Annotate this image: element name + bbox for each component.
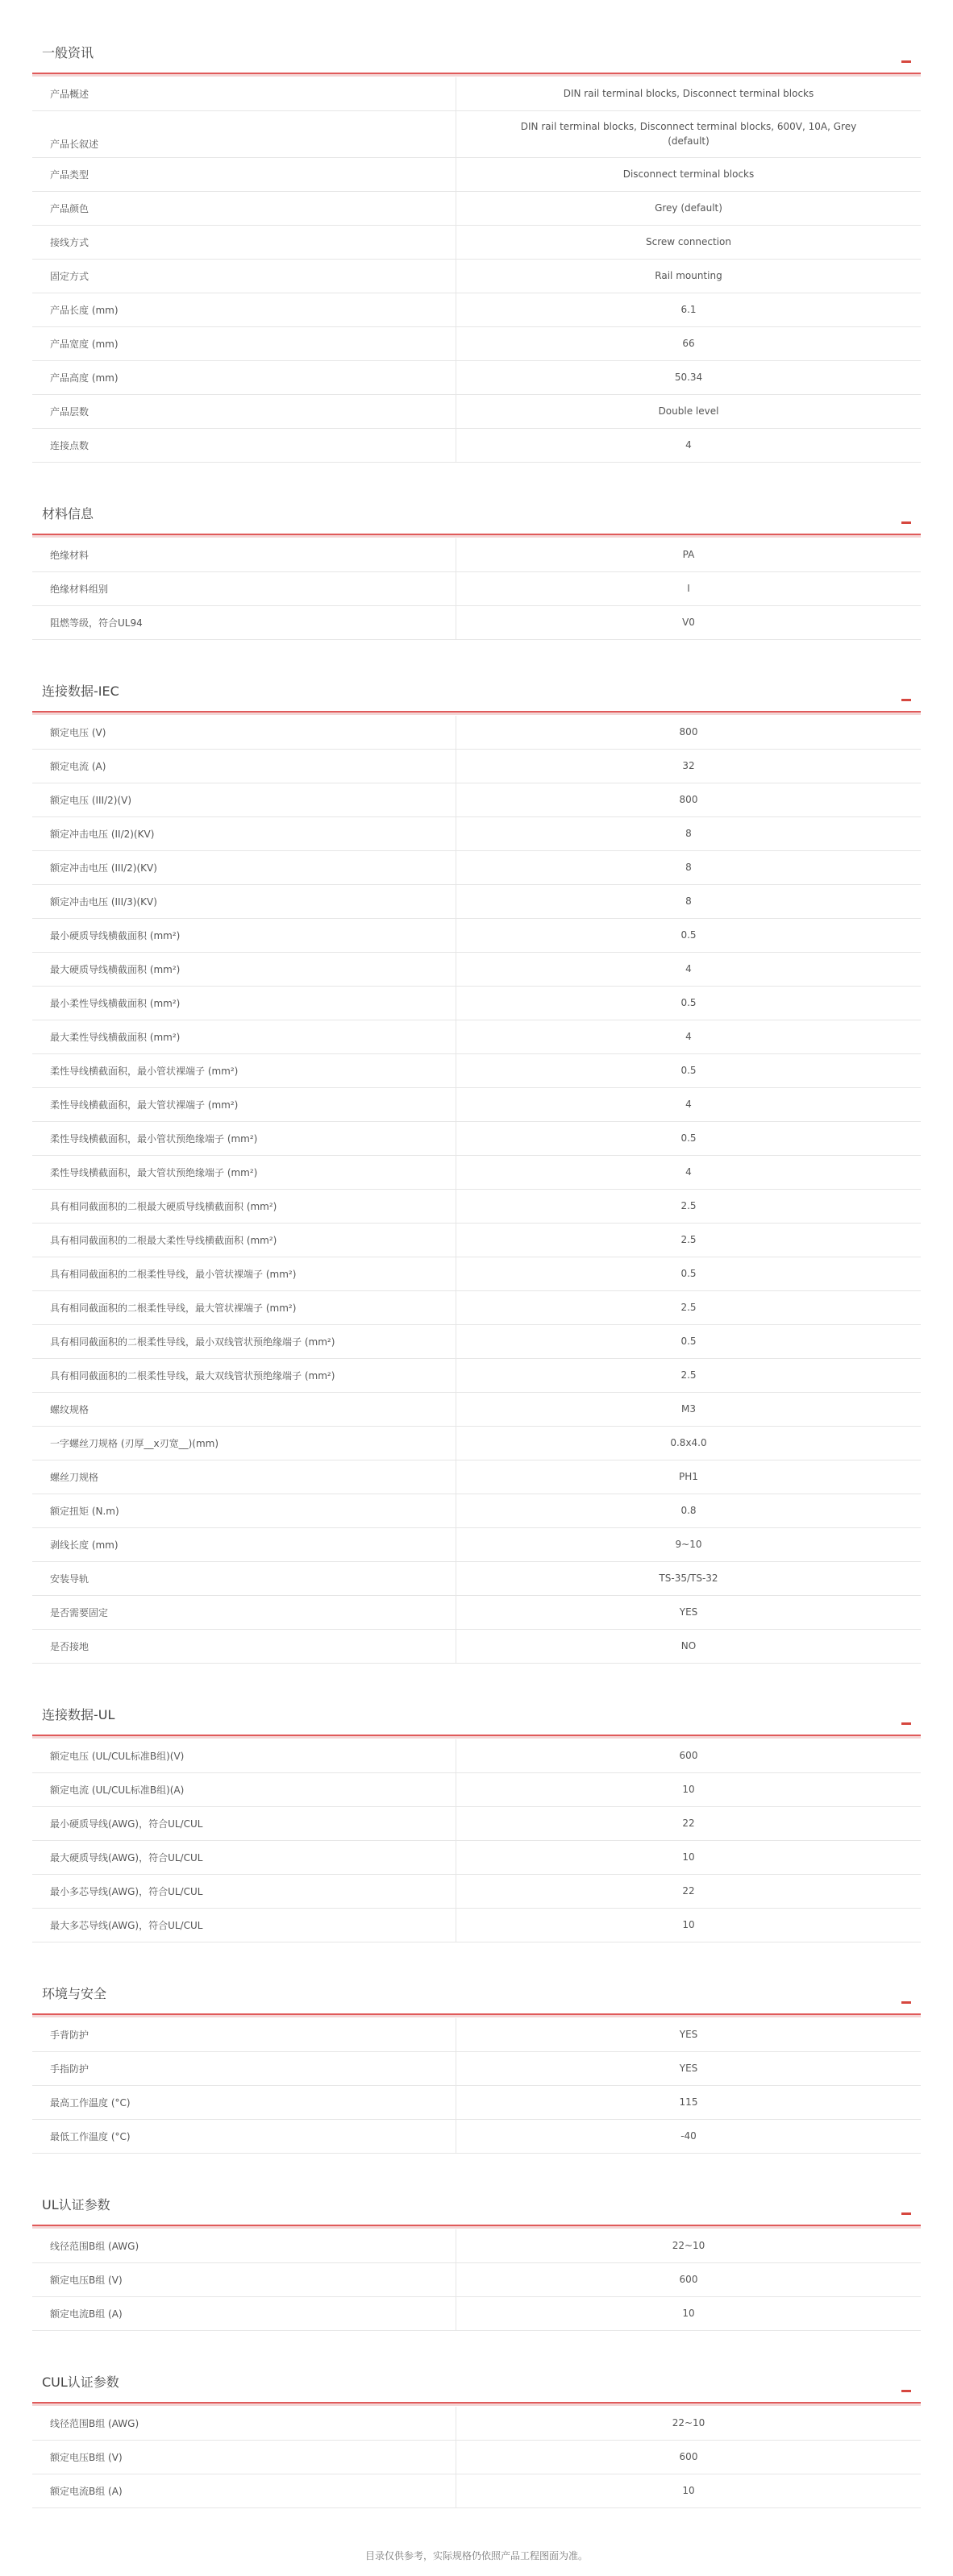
spec-label: 手背防护 [32, 2018, 456, 2051]
spec-row [32, 111, 921, 158]
spec-row [32, 1875, 921, 1909]
spec-value: 0.5 [680, 1132, 697, 1144]
spec-value: 32 [682, 759, 695, 771]
spec-label: 最大硬质导线(AWG)，符合UL/CUL [32, 1841, 456, 1874]
collapse-icon[interactable] [901, 2212, 911, 2215]
spec-row [32, 1528, 921, 1562]
spec-value: 2.5 [680, 1233, 697, 1245]
spec-value: PA [682, 548, 695, 560]
spec-row [32, 2263, 921, 2297]
spec-value: 8 [685, 861, 692, 873]
spec-label: 最小柔性导线横截面积 (mm²) [32, 987, 456, 1020]
spec-row [32, 1460, 921, 1494]
spec-table [32, 716, 921, 1664]
spec-row [32, 192, 921, 226]
spec-row [32, 2474, 921, 2508]
spec-label: 额定电流 (UL/CUL标准B组)(A) [32, 1773, 456, 1806]
spec-label: 额定冲击电压 (II/2)(KV) [32, 817, 456, 850]
spec-label: 最小硬质导线(AWG)，符合UL/CUL [32, 1807, 456, 1840]
spec-row [32, 361, 921, 395]
spec-value: 0.8 [680, 1504, 697, 1516]
spec-value: Double level [658, 405, 719, 417]
spec-value: 0.5 [680, 929, 697, 941]
spec-label: 产品颜色 [32, 192, 456, 225]
spec-value: -40 [680, 2129, 697, 2142]
section-title: 环境与安全 [42, 1986, 107, 2001]
collapse-icon[interactable] [901, 1722, 911, 1725]
spec-value: 4 [685, 1030, 692, 1042]
spec-row [32, 1909, 921, 1942]
spec-row [32, 817, 921, 851]
spec-label: 是否接地 [32, 1630, 456, 1663]
spec-row [32, 572, 921, 606]
spec-label: 连接点数 [32, 429, 456, 462]
spec-row [32, 77, 921, 111]
section-header[interactable] [32, 1970, 921, 2015]
spec-label: 柔性导线横截面积，最大管状裸端子 (mm²) [32, 1088, 456, 1121]
spec-label: 最大多芯导线(AWG)，符合UL/CUL [32, 1909, 456, 1942]
spec-label: 线径范围B组 (AWG) [32, 2229, 456, 2262]
spec-section [32, 1691, 921, 1942]
spec-row [32, 1257, 921, 1291]
spec-section [32, 667, 921, 1664]
spec-row [32, 226, 921, 260]
spec-label: 具有相同截面积的二根最大柔性导线横截面积 (mm²) [32, 1224, 456, 1257]
spec-value: 0.5 [680, 1267, 697, 1279]
section-header[interactable] [32, 1691, 921, 1736]
spec-section [32, 29, 921, 463]
spec-value: 10 [682, 2484, 695, 2496]
spec-row [32, 953, 921, 987]
spec-value: 6.1 [680, 303, 697, 315]
spec-label: 具有相同截面积的二根柔性导线，最大双线管状预绝缘端子 (mm²) [32, 1359, 456, 1392]
footer-note: 目录仅供参考，实际规格仍依照产品工程图面为准。 [364, 2550, 588, 2561]
spec-label: 具有相同截面积的二根柔性导线，最小管状裸端子 (mm²) [32, 1257, 456, 1290]
spec-label: 额定电压 (V) [32, 716, 456, 749]
spec-row [32, 2086, 921, 2120]
spec-row [32, 2407, 921, 2441]
spec-label: 额定电流B组 (A) [32, 2474, 456, 2507]
spec-value: 9~10 [675, 1538, 702, 1550]
spec-value: 4 [685, 1098, 692, 1110]
spec-value: NO [680, 1639, 697, 1652]
spec-value: DIN rail terminal blocks, Disconnect terminal blocks, 600V, 10A, Grey (default) [520, 121, 857, 147]
spec-label: 线径范围B组 (AWG) [32, 2407, 456, 2440]
spec-value: PH1 [679, 1470, 698, 1482]
spec-value: 66 [682, 337, 695, 349]
spec-value: 8 [685, 895, 692, 907]
spec-row [32, 327, 921, 361]
spec-sections [32, 29, 921, 2508]
spec-label: 最小多芯导线(AWG)，符合UL/CUL [32, 1875, 456, 1908]
section-header[interactable] [32, 29, 921, 74]
spec-table [32, 2018, 921, 2154]
spec-row [32, 606, 921, 640]
spec-value: 2.5 [680, 1199, 697, 1211]
spec-value: YES [679, 1606, 698, 1618]
spec-label: 额定电流 (A) [32, 750, 456, 783]
spec-row [32, 2297, 921, 2331]
spec-row [32, 158, 921, 192]
spec-row [32, 1630, 921, 1664]
spec-table [32, 77, 921, 463]
spec-value: 22~10 [672, 2239, 705, 2251]
spec-value: TS-35/TS-32 [659, 1572, 718, 1584]
spec-value: 10 [682, 1851, 695, 1863]
spec-row [32, 1807, 921, 1841]
spec-row [32, 1596, 921, 1630]
spec-value: 800 [679, 725, 698, 737]
spec-value: 10 [682, 2307, 695, 2319]
spec-row [32, 1494, 921, 1528]
spec-value: 2.5 [680, 1369, 697, 1381]
spec-label: 最大硬质导线横截面积 (mm²) [32, 953, 456, 986]
collapse-icon[interactable] [901, 60, 911, 63]
spec-label: 额定冲击电压 (III/2)(KV) [32, 851, 456, 884]
spec-label: 手指防护 [32, 2052, 456, 2085]
spec-value: 600 [679, 2450, 698, 2462]
section-title: UL认证参数 [42, 2197, 110, 2212]
spec-value: Disconnect terminal blocks [622, 168, 755, 180]
spec-label: 额定电压B组 (V) [32, 2263, 456, 2296]
spec-section [32, 2181, 921, 2331]
spec-row [32, 2229, 921, 2263]
spec-value: 4 [685, 962, 692, 974]
spec-label: 额定电压 (III/2)(V) [32, 783, 456, 816]
spec-label: 螺纹规格 [32, 1393, 456, 1426]
spec-section [32, 2358, 921, 2508]
spec-value: 22 [682, 1884, 695, 1897]
spec-label: 螺丝刀规格 [32, 1460, 456, 1494]
spec-table [32, 1739, 921, 1942]
spec-row [32, 2052, 921, 2086]
spec-value: 8 [685, 827, 692, 839]
spec-row [32, 1190, 921, 1224]
spec-value: 600 [679, 1749, 698, 1761]
spec-row [32, 260, 921, 293]
section-header[interactable] [32, 2181, 921, 2226]
spec-value: Grey (default) [655, 202, 722, 214]
spec-label: 最低工作温度 (°C) [32, 2120, 456, 2153]
spec-row [32, 1020, 921, 1054]
spec-row [32, 919, 921, 953]
spec-value: 22~10 [672, 2416, 705, 2429]
spec-value: 2.5 [680, 1301, 697, 1313]
spec-table [32, 538, 921, 640]
spec-page [0, 29, 953, 2576]
spec-value: 22 [682, 1817, 695, 1829]
section-title: CUL认证参数 [42, 2374, 119, 2390]
spec-row [32, 987, 921, 1020]
section-header[interactable] [32, 2358, 921, 2404]
spec-label: 额定冲击电压 (III/3)(KV) [32, 885, 456, 918]
section-title: 一般资讯 [42, 45, 94, 60]
collapse-icon[interactable] [901, 2001, 911, 2004]
spec-row [32, 1122, 921, 1156]
spec-value: M3 [681, 1402, 696, 1415]
spec-value: Screw connection [645, 235, 731, 247]
spec-label: 柔性导线横截面积，最小管状裸端子 (mm²) [32, 1054, 456, 1087]
spec-row [32, 1359, 921, 1393]
spec-label: 最高工作温度 (°C) [32, 2086, 456, 2119]
section-header[interactable] [32, 490, 921, 535]
spec-row [32, 538, 921, 572]
spec-row [32, 2018, 921, 2052]
spec-label: 剥线长度 (mm) [32, 1528, 456, 1561]
spec-label: 额定电流B组 (A) [32, 2297, 456, 2330]
spec-row [32, 1224, 921, 1257]
spec-section [32, 490, 921, 640]
spec-label: 产品宽度 (mm) [32, 327, 456, 360]
spec-label: 接线方式 [32, 226, 456, 259]
spec-label: 产品长度 (mm) [32, 293, 456, 326]
spec-value: 0.5 [680, 996, 697, 1008]
spec-label: 绝缘材料组别 [32, 572, 456, 605]
spec-label: 最小硬质导线横截面积 (mm²) [32, 919, 456, 952]
spec-value: Rail mounting [655, 269, 722, 281]
spec-value: 10 [682, 1783, 695, 1795]
spec-row [32, 1393, 921, 1427]
spec-value: 800 [679, 793, 698, 805]
spec-value: 10 [682, 1918, 695, 1930]
spec-row [32, 293, 921, 327]
spec-table [32, 2229, 921, 2331]
spec-value: 4 [685, 1165, 692, 1178]
spec-row [32, 1739, 921, 1773]
spec-label: 柔性导线横截面积，最大管状预绝缘端子 (mm²) [32, 1156, 456, 1189]
spec-label: 固定方式 [32, 260, 456, 293]
spec-row [32, 783, 921, 817]
spec-label: 产品高度 (mm) [32, 361, 456, 394]
spec-label: 是否需要固定 [32, 1596, 456, 1629]
section-header[interactable] [32, 667, 921, 713]
spec-label: 额定电压B组 (V) [32, 2441, 456, 2474]
spec-value: 600 [679, 2273, 698, 2285]
spec-label: 产品长叙述 [32, 111, 456, 157]
spec-row [32, 750, 921, 783]
spec-value: 4 [685, 438, 692, 451]
spec-label: 具有相同截面积的二根柔性导线，最大管状裸端子 (mm²) [32, 1291, 456, 1324]
spec-label: 阻燃等级，符合UL94 [32, 606, 456, 639]
collapse-icon[interactable] [901, 521, 911, 524]
spec-value: I [687, 582, 690, 594]
spec-label: 产品层数 [32, 395, 456, 428]
spec-value: 0.5 [680, 1335, 697, 1347]
section-title: 材料信息 [42, 506, 94, 521]
spec-section [32, 1970, 921, 2154]
spec-label: 最大柔性导线横截面积 (mm²) [32, 1020, 456, 1053]
spec-row [32, 1562, 921, 1596]
spec-label: 具有相同截面积的二根最大硬质导线横截面积 (mm²) [32, 1190, 456, 1223]
spec-value: 50.34 [674, 371, 703, 383]
spec-row [32, 1054, 921, 1088]
section-title: 连接数据-IEC [42, 683, 119, 699]
spec-value: YES [679, 2028, 698, 2040]
spec-label: 绝缘材料 [32, 538, 456, 571]
spec-label: 具有相同截面积的二根柔性导线，最小双线管状预绝缘端子 (mm²) [32, 1325, 456, 1358]
spec-row [32, 2120, 921, 2154]
spec-row [32, 1291, 921, 1325]
spec-row [32, 851, 921, 885]
spec-value: DIN rail terminal blocks, Disconnect terminal blocks [563, 87, 814, 99]
spec-label: 柔性导线横截面积，最小管状预绝缘端子 (mm²) [32, 1122, 456, 1155]
collapse-icon[interactable] [901, 699, 911, 701]
spec-row [32, 885, 921, 919]
spec-row [32, 1088, 921, 1122]
spec-value: 0.5 [680, 1064, 697, 1076]
collapse-icon[interactable] [901, 2390, 911, 2392]
spec-row [32, 1325, 921, 1359]
spec-value: 0.8x4.0 [670, 1436, 707, 1448]
spec-row [32, 429, 921, 463]
spec-label: 一字螺丝刀规格 (刃厚__x刃宽__)(mm) [32, 1427, 456, 1460]
spec-row [32, 1427, 921, 1460]
spec-row [32, 2441, 921, 2474]
spec-label: 安装导轨 [32, 1562, 456, 1595]
spec-value: YES [679, 2062, 698, 2074]
spec-label: 额定扭矩 (N.m) [32, 1494, 456, 1527]
spec-row [32, 1773, 921, 1807]
spec-value: V0 [682, 616, 695, 628]
spec-label: 产品类型 [32, 158, 456, 191]
spec-value: 115 [679, 2096, 698, 2108]
spec-label: 产品概述 [32, 77, 456, 110]
spec-row [32, 395, 921, 429]
spec-table [32, 2407, 921, 2508]
spec-row [32, 716, 921, 750]
spec-label: 额定电压 (UL/CUL标准B组)(V) [32, 1739, 456, 1772]
spec-row [32, 1841, 921, 1875]
section-title: 连接数据-UL [42, 1707, 115, 1722]
spec-row [32, 1156, 921, 1190]
